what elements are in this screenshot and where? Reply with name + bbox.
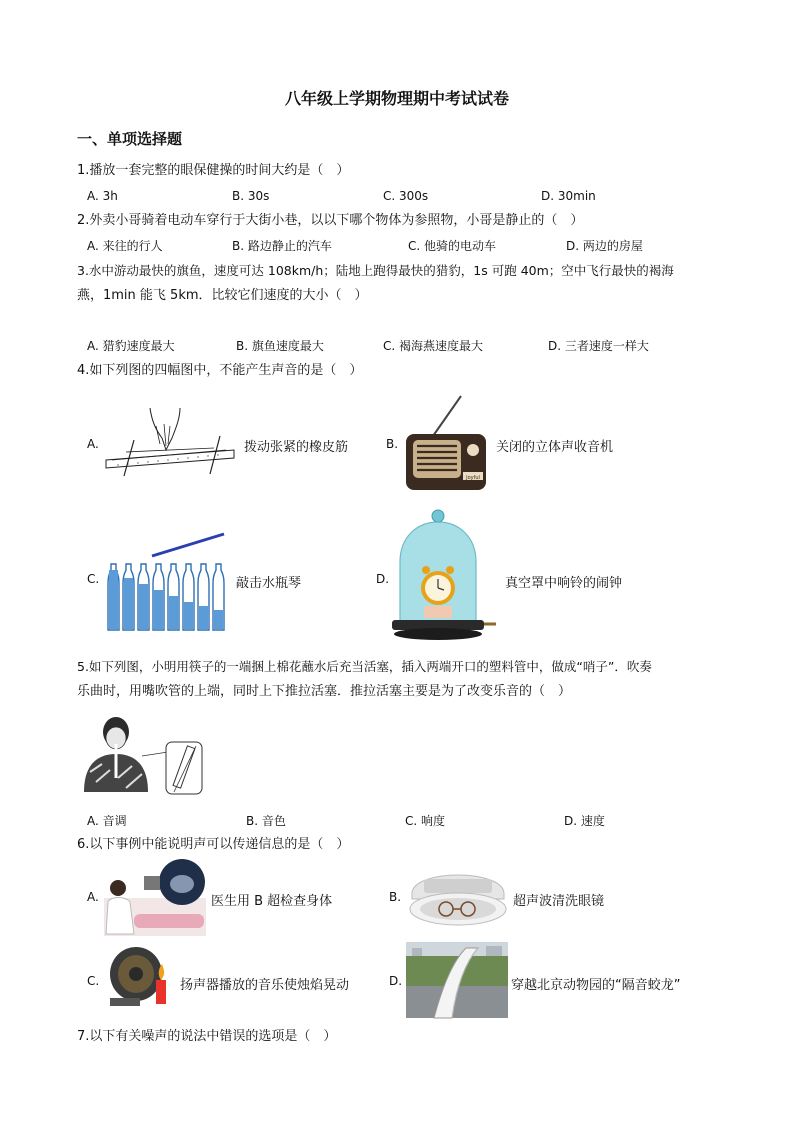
section-heading: 一、单项选择题 xyxy=(77,130,183,148)
whistle-figure xyxy=(82,712,204,796)
q4-label-d: D. xyxy=(376,572,390,586)
question-6-stem: 6.以下事例中能说明声可以传递信息的是（ ） xyxy=(77,837,350,852)
question-1-stem: 1.播放一套完整的眼保健操的时间大约是（ ） xyxy=(77,163,350,178)
q2-option-c: C. 他骑的电动车 xyxy=(408,239,497,253)
page-title: 八年级上学期物理期中考试试卷 xyxy=(284,89,509,108)
bell-jar-figure xyxy=(390,510,502,646)
question-5-stem-line2: 乐曲时，用嘴吹管的上端，同时上下推拉活塞．推拉活塞主要是为了改变乐音的（ ） xyxy=(77,684,572,699)
q4-caption-a: 拨动张紧的橡皮筋 xyxy=(244,440,349,455)
q4-caption-c: 敲击水瓶琴 xyxy=(236,576,302,591)
bottle-water xyxy=(124,578,133,629)
q1-option-a: A. 3h xyxy=(87,189,118,203)
q6-label-c: C. xyxy=(87,974,100,988)
q4-label-a: A. xyxy=(87,437,99,451)
q2-option-a: A. 来往的行人 xyxy=(87,239,163,253)
q1-option-c: C. 300s xyxy=(383,189,429,203)
q6-caption-a: 医生用 B 超检查身体 xyxy=(211,894,333,909)
q3-option-c: C. 褐海燕速度最大 xyxy=(383,339,484,353)
question-4-stem: 4.如下列图的四幅图中，不能产生声音的是（ ） xyxy=(77,363,363,378)
q5-option-b: B. 音色 xyxy=(246,814,286,828)
q3-option-b: B. 旗鱼速度最大 xyxy=(236,339,324,353)
q4-label-b: B. xyxy=(386,437,399,451)
bottle-water xyxy=(154,590,163,629)
q2-option-d: D. 两边的房屋 xyxy=(566,239,643,253)
q6-caption-c: 扬声器播放的音乐使烛焰晃动 xyxy=(180,978,350,993)
q5-option-d: D. 速度 xyxy=(564,814,605,828)
question-5-stem-line1: 5.如下列图，小明用筷子的一端捆上棉花蘸水后充当活塞，插入两端开口的塑料管中，做成“哨子”．吹奏 xyxy=(77,659,652,674)
q6-caption-b: 超声波清洗眼镜 xyxy=(513,894,605,909)
q6-caption-d: 穿越北京动物园的“隔音蛟龙” xyxy=(511,978,681,993)
q1-option-b: B. 30s xyxy=(232,189,270,203)
question-3-stem-line1: 3.水中游动最快的旗鱼，速度可达 108km/h；陆地上跑得最快的猎豹，1s 可跑 40m；空中飞行最快的褐海 xyxy=(77,263,674,278)
ultrasound-figure xyxy=(104,858,206,936)
ultrasonic-cleaner-figure xyxy=(406,863,510,933)
bottle-water xyxy=(169,596,178,629)
question-3-stem-line2: 燕，1min 能飞 5km．比较它们速度的大小（ ） xyxy=(77,288,368,303)
q3-option-a: A. 猎豹速度最大 xyxy=(87,339,175,353)
q2-option-b: B. 路边静止的汽车 xyxy=(232,239,332,253)
q1-option-d: D. 30min xyxy=(541,189,596,203)
radio-figure xyxy=(405,394,487,496)
rubber-band-figure xyxy=(104,404,236,480)
radio-brand-text: Joyful xyxy=(466,475,480,481)
q4-label-c: C. xyxy=(87,572,100,586)
question-2-stem: 2.外卖小哥骑着电动车穿行于大街小巷，以以下哪个物体为参照物，小哥是静止的（ ） xyxy=(77,213,584,228)
bottle-water xyxy=(184,602,193,629)
bottle-water xyxy=(214,610,223,629)
bottle-water xyxy=(139,584,148,629)
q6-label-b: B. xyxy=(389,890,402,904)
sound-barrier-figure xyxy=(406,942,508,1018)
bottle-water xyxy=(199,606,208,629)
q3-option-d: D. 三者速度一样大 xyxy=(548,339,649,353)
speaker-candle-figure xyxy=(104,944,176,1008)
q5-option-c: C. 响度 xyxy=(405,814,446,828)
q4-caption-d: 真空罩中响铃的闹钟 xyxy=(505,576,623,591)
q6-label-d: D. xyxy=(389,974,403,988)
q6-label-a: A. xyxy=(87,890,99,904)
bottle-water xyxy=(109,570,118,629)
water-bottles-figure xyxy=(104,530,228,636)
question-7-stem: 7.以下有关噪声的说法中错误的选项是（ ） xyxy=(77,1029,337,1044)
q4-caption-b: 关闭的立体声收音机 xyxy=(496,440,614,455)
q5-option-a: A. 音调 xyxy=(87,814,127,828)
